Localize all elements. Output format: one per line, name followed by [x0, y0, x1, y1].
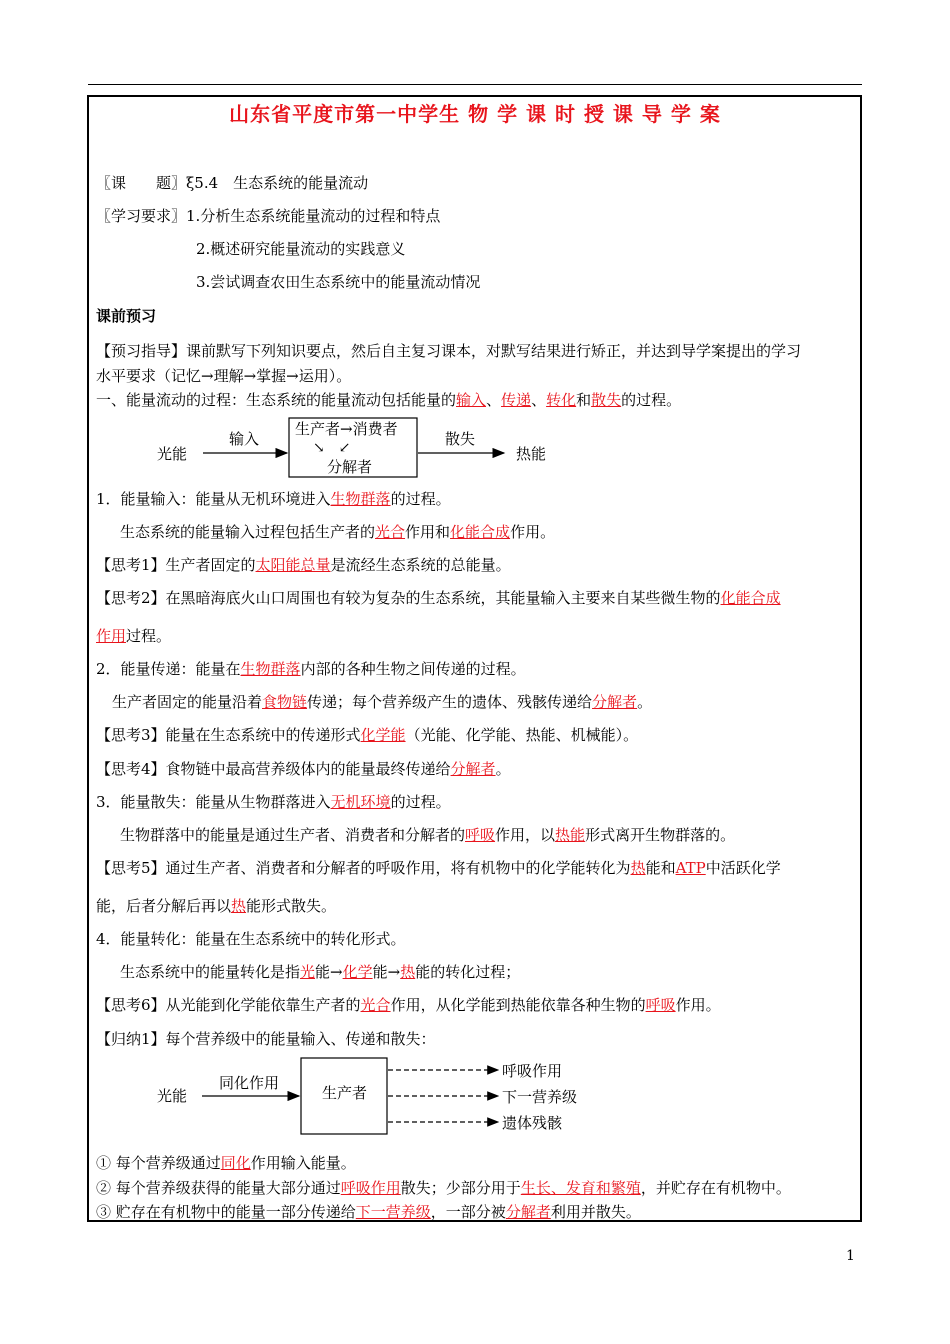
- answer: 热: [231, 897, 247, 915]
- answer: 热: [630, 859, 646, 877]
- diagram1-left-label: 光能: [157, 445, 188, 463]
- requirement-item: 2.概述研究能量流动的实践意义: [196, 240, 406, 258]
- text: 【思考5】通过生产者、消费者和分解者的呼吸作用，将有机物中的化学能转化为: [96, 859, 631, 877]
- diagram1-loss-label: 散失: [445, 430, 476, 448]
- document-title: 山东省平度市第一中学生 物 学 课 时 授 课 导 学 案: [229, 102, 721, 126]
- text: 生态系统的能量输入过程包括生产者的: [120, 523, 376, 541]
- text: 生产者固定的能量沿着: [112, 693, 263, 711]
- text: 能，后者分解后再以: [96, 897, 232, 915]
- conclusion-2-line: [96, 1178, 791, 1198]
- text: 【思考4】食物链中最高营养级体内的能量最终传递给: [96, 760, 451, 778]
- text: 2．能量传递：能量在: [96, 660, 241, 678]
- answer: 传递: [501, 391, 532, 409]
- think-2-line-2: [96, 626, 171, 646]
- guide-line-1: 【预习指导】课前默写下列知识要点，然后自主复习课本，对默写结果进行矫正，并达到导学案提出的学习: [96, 342, 802, 360]
- text: 能→: [372, 963, 401, 981]
- text: 中活跃化学: [705, 859, 781, 877]
- text: 生态系统中的能量转化是指: [120, 963, 301, 981]
- answer: 呼吸: [645, 996, 676, 1014]
- text: 1．能量输入：能量从无机环境进入: [96, 490, 331, 508]
- guide-line-2: 水平要求（记忆→理解→掌握→运用）。: [96, 367, 352, 385]
- answer: 同化: [220, 1154, 251, 1172]
- text: 、: [486, 391, 502, 409]
- requirements-label: 〖学习要求〗: [96, 207, 187, 225]
- point-4-line: 4．能量转化：能量在生态系统中的转化形式。: [96, 930, 406, 948]
- text: 一、能量流动的过程：生态系统的能量流动包括能量的: [96, 391, 457, 409]
- diagram2-input-label: 同化作用: [219, 1074, 280, 1092]
- text: 内部的各种生物之间传递的过程。: [300, 660, 526, 678]
- text: （光能、化学能、热能、机械能）。: [405, 726, 639, 744]
- text: 的过程。: [390, 490, 451, 508]
- preview-heading: 课前预习: [96, 307, 157, 325]
- answer: 生物群落: [330, 490, 391, 508]
- text: ② 每个营养级获得的能量大部分通过: [96, 1179, 341, 1197]
- diagram2-output-1: 呼吸作用: [502, 1062, 563, 1080]
- think-4-line: [96, 759, 511, 779]
- text: 能的转化过程；: [415, 963, 521, 981]
- answer: ATP: [675, 859, 706, 877]
- point-1-line: [96, 489, 451, 509]
- text: 能和: [645, 859, 676, 877]
- requirement-item: 1.分析生态系统能量流动的过程和特点: [186, 207, 441, 225]
- text: 【思考2】在黑暗海底火山口周围也有较为复杂的生态系统，其能量输入主要来自某些微生物的: [96, 589, 721, 607]
- text: 。: [495, 760, 511, 778]
- answer: 作用: [96, 627, 127, 645]
- diagram1-right-label: 热能: [516, 445, 547, 463]
- point-1b-line: [120, 522, 555, 542]
- answer: 化学: [342, 963, 373, 981]
- text: 能形式散失。: [246, 897, 337, 915]
- diagram1-box-arrows: ↘ ↙: [313, 440, 351, 456]
- text: 作用。: [510, 523, 556, 541]
- text: 【思考1】生产者固定的: [96, 556, 256, 574]
- text: 传递；每个营养级产生的遗体、残骸传递给: [307, 693, 593, 711]
- think-1-line: [96, 555, 511, 575]
- topic-text: ξ5.4 生态系统的能量流动: [186, 174, 369, 192]
- answer: 散失: [591, 391, 622, 409]
- answer: 分解者: [450, 760, 496, 778]
- text: ，并贮存在有机物中。: [640, 1179, 791, 1197]
- page-number: 1: [846, 1248, 855, 1264]
- text: 【思考3】能量在生态系统中的传递形式: [96, 726, 361, 744]
- text: 的过程。: [390, 793, 451, 811]
- answer: 分解者: [592, 693, 638, 711]
- point-4b-line: [120, 962, 520, 982]
- diagram2-output-2: 下一营养级: [502, 1088, 578, 1106]
- answer: 热能: [555, 826, 586, 844]
- topic-label: 〖课 题〗: [96, 174, 187, 192]
- text: 作用，从化学能到热能依靠各种生物的: [390, 996, 646, 1014]
- text: 是流经生态系统的总能量。: [330, 556, 511, 574]
- diagram1-box-bottom: 分解者: [327, 458, 373, 476]
- text: 作用和: [405, 523, 451, 541]
- text: 能→: [315, 963, 343, 981]
- answer: 生长、发育和繁殖: [520, 1179, 641, 1197]
- point-2-line: [96, 659, 526, 679]
- think-2-line: [96, 588, 781, 608]
- answer: 光: [300, 963, 316, 981]
- text: 作用输入能量。: [250, 1154, 356, 1172]
- answer: 生物群落: [240, 660, 301, 678]
- text: 形式离开生物群落的。: [585, 826, 736, 844]
- text: 。: [637, 693, 653, 711]
- text: ，一部分被: [430, 1203, 506, 1221]
- answer: 输入: [456, 391, 487, 409]
- text: 过程。: [126, 627, 172, 645]
- text: 作用，以: [495, 826, 556, 844]
- text: 3．能量散失：能量从生物群落进入: [96, 793, 331, 811]
- answer: 化学能: [360, 726, 406, 744]
- point-3b-line: [120, 825, 735, 845]
- point-2b-line: [112, 692, 652, 712]
- conclusion-3-line: [96, 1202, 641, 1222]
- think-3-line: [96, 725, 638, 745]
- requirement-item: 3.尝试调查农田生态系统中的能量流动情况: [196, 273, 481, 291]
- answer: 太阳能总量: [255, 556, 331, 574]
- text: 的过程。: [621, 391, 682, 409]
- answer: 转化: [546, 391, 577, 409]
- answer: 下一营养级: [355, 1203, 431, 1221]
- text: 散失；少部分用于: [400, 1179, 521, 1197]
- diagram1-box-top: 生产者→消费者: [295, 420, 398, 438]
- text: 生物群落中的能量是通过生产者、消费者和分解者的: [120, 826, 466, 844]
- answer: 分解者: [505, 1203, 551, 1221]
- think-5-line: [96, 858, 781, 878]
- text: 【思考6】从光能到化学能依靠生产者的: [96, 996, 361, 1014]
- text: 利用并散失。: [550, 1203, 641, 1221]
- diagram1-input-label: 输入: [229, 430, 260, 448]
- answer: 化能合成: [450, 523, 511, 541]
- answer: 呼吸作用: [340, 1179, 401, 1197]
- think-6-line: [96, 995, 721, 1015]
- point-3-line: [96, 792, 451, 812]
- conclusion-1-line: [96, 1153, 356, 1173]
- answer: 光合: [375, 523, 406, 541]
- answer: 食物链: [262, 693, 308, 711]
- diagram2-output-3: 遗体残骸: [502, 1114, 563, 1132]
- text: 作用。: [675, 996, 721, 1014]
- answer: 光合: [360, 996, 391, 1014]
- text: ③ 贮存在有机物中的能量一部分传递给: [96, 1203, 356, 1221]
- text: 和: [576, 391, 592, 409]
- summary-1-line: 【归纳1】每个营养级中的能量输入、传递和散失：: [96, 1030, 436, 1048]
- think-5-line-2: [96, 896, 336, 916]
- diagram2-left-label: 光能: [157, 1087, 188, 1105]
- answer: 化能合成: [720, 589, 781, 607]
- diagram2-box-label: 生产者: [322, 1084, 368, 1102]
- answer: 热: [400, 963, 416, 981]
- answer: 无机环境: [330, 793, 391, 811]
- answer: 呼吸: [465, 826, 496, 844]
- text: 、: [531, 391, 547, 409]
- text: ① 每个营养级通过: [96, 1154, 221, 1172]
